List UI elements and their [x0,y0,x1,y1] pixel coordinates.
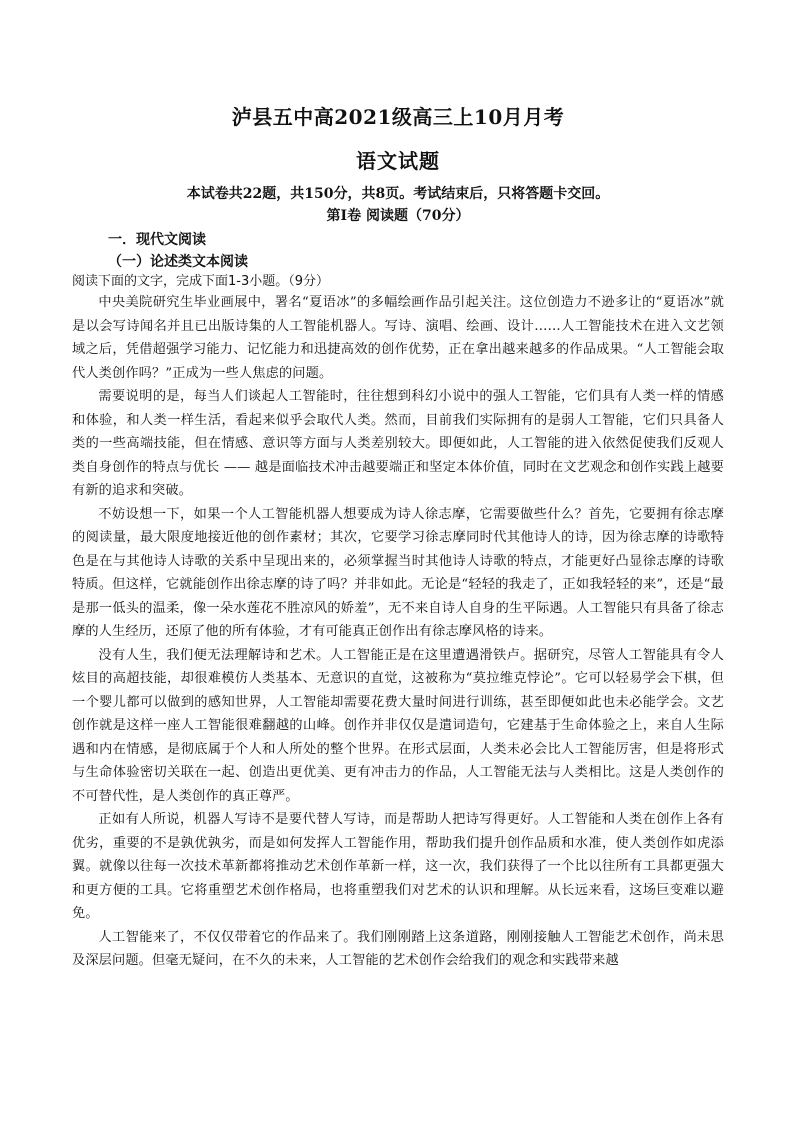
passage-paragraph-4: 没有人生，我们便无法理解诗和艺术。人工智能正是在这里遭遇滑铁卢。据研究，尽管人工智能具有令人炫目的高超技能，却很难模仿人类基本、无意识的直觉，这被称为“莫拉维克悖论”。它可以轻易学会下棋，但一个婴儿都可以做到的感知世界，人工智能却需要花费大量时间进行训练，甚至即便如此也未必能学会。文艺创作就是这样一座人工智能很难翻越的山峰。创作并非仅仅是遣词造句，它建基于生命体验之上，来自人生际遇和内在情感，是彻底属于个人和人所处的整个世界。在形式层面，人类未必会比人工智能厉害，但是将形式与生命体验密切关联在一起、创造出更优美、更有冲击力的作品，人工智能无法与人类相比。这是人类创作的不可替代性，是人类创作的真正尊严。 [72,647,724,804]
reading-instruction: 阅读下面的文字，完成下面1-3小题。（9分） [72,274,330,289]
section-heading: 一．现代文阅读 [108,232,206,248]
volume-heading: 第Ⅰ卷 阅读题（70分） [326,208,470,224]
reading-passage [72,291,724,973]
passage-paragraph-3: 不妨设想一下，如果一个人工智能机器人想要成为诗人徐志摩，它需要做些什么？首先，它要拥有徐志摩的阅读量，最大限度地接近他的创作素材；其次，它要学习徐志摩同时代其他诗人的诗，因为徐志摩的诗歌特色是在与其他诗人诗歌的关系中呈现出来的，必须掌握当时其他诗人诗歌的特点，才能更好凸显徐志摩的诗歌特质。但这样，它就能创作出徐志摩的诗了吗？并非如此。无论是“轻轻的我走了，正如我轻轻的来”，还是“最是那一低头的温柔，像一朵水莲花不胜凉风的娇羞”，无不来自诗人自身的生平际遇。人工智能只有具备了徐志摩的人生经历，还原了他的所有体验，才有可能真正创作出有徐志摩风格的诗来。 [72,506,724,639]
passage-paragraph-2: 需要说明的是，每当人们谈起人工智能时，往往想到科幻小说中的强人工智能，它们具有人类一样的情感和体验，和人类一样生活，看起来似乎会取代人类。然而，目前我们实际拥有的是弱人工智能，它们只具备人类的一些高端技能，但在情感、意识等方面与人类差别较大。即便如此，人工智能的进入依然促使我们反观人类自身创作的特点与优长 —— 越是面临技术冲击越要端正和坚定本体价值，同时在文艺观念和创作实践上越要有新的追求和突破。 [72,389,724,498]
passage-paragraph-5: 正如有人所说，机器人写诗不是要代替人写诗，而是帮助人把诗写得更好。人工智能和人类在创作上各有优劣，重要的不是孰优孰劣，而是如何发挥人工智能作用，帮助我们提升创作品质和水准，使人类创作如虎添翼。就像以往每一次技术革新都将推动艺术创作革新一样，这一次，我们获得了一个比以往所有工具都更强大和更方便的工具。它将重塑艺术创作格局，也将重塑我们对艺术的认识和理解。从长远来看，这场巨变难以避免。 [72,812,724,921]
subsection-heading: （一）论述类文本阅读 [108,254,248,270]
passage-paragraph-6: 人工智能来了，不仅仅带着它的作品来了。我们刚刚踏上这条道路，刚刚接触人工智能艺术创作，尚未思及深层问题。但毫无疑问，在不久的未来，人工智能的艺术创作会给我们的观念和实践带来越 [72,929,724,968]
exam-title: 泸县五中高2021级高三上10月月考 [231,105,565,129]
passage-paragraph-1: 中央美院研究生毕业画展中，署名“夏语冰”的多幅绘画作品引起关注。这位创造力不逊多让的“夏语冰”就是以会写诗闻名并且已出版诗集的人工智能机器人。写诗、演唱、绘画、设计……人工智能技术在进入文艺领域之后，凭借超强学习能力、记忆能力和迅捷高效的创作优势，正在拿出越来越多的作品成果。“人工智能会取代人类创作吗？”正成为一些人焦虑的问题。 [72,295,724,381]
exam-page [72,104,724,973]
exam-subtitle: 语文试题 [356,149,440,173]
exam-notice: 本试卷共22题，共150分，共8页。考试结束后，只将答题卡交回。 [186,186,610,202]
